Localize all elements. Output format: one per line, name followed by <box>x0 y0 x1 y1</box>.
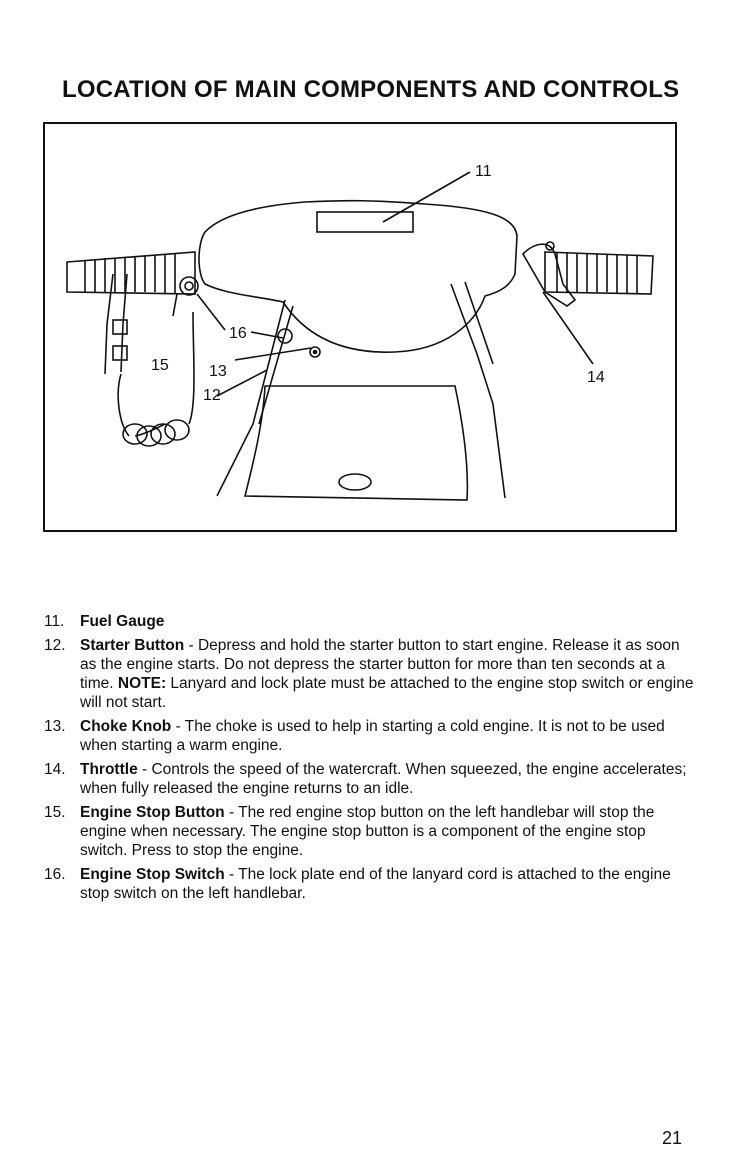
item-description: - Depress and hold the starter button to start engine. Release it as soon as the engine starts. Do not depress the starter button for more than ten seconds at a time. <box>80 637 680 692</box>
item-description: - The lock plate end of the lanyard cord is attached to the engine stop switch on the left handlebar. <box>80 866 671 902</box>
item-number: 13. <box>44 718 66 735</box>
fuel-gauge-window <box>317 212 413 232</box>
list-item <box>44 717 694 755</box>
callout-12: 12 <box>203 387 221 404</box>
callout-16: 16 <box>229 325 247 342</box>
note-text: Lanyard and lock plate must be attached to the engine stop switch or engine will not start. <box>80 675 694 711</box>
list-item <box>44 636 694 712</box>
item-term: Engine Stop Button <box>80 804 225 821</box>
item-number: 11. <box>44 613 65 630</box>
compartment-latch <box>339 474 371 490</box>
item-number: 15. <box>44 804 66 821</box>
page-title: LOCATION OF MAIN COMPONENTS AND CONTROLS <box>62 76 680 103</box>
right-grip <box>545 252 653 294</box>
callout-14: 14 <box>587 369 605 386</box>
list-item <box>44 803 694 860</box>
storage-compartment <box>245 386 467 500</box>
lanyard-coil <box>118 374 165 436</box>
left-grip <box>67 252 195 294</box>
note-label: NOTE: <box>117 675 167 692</box>
leader-lines <box>173 172 593 396</box>
item-term: Starter Button <box>80 637 185 654</box>
item-description: - The red engine stop button on the left handlebar will stop the engine when necessary. The engine stop button is a component of the engine stop switch. Press to stop the engine. <box>80 804 655 859</box>
item-term: Fuel Gauge <box>80 613 165 630</box>
item-number: 14. <box>44 761 66 778</box>
callout-11: 11 <box>475 163 492 180</box>
item-term: Choke Knob <box>80 718 172 735</box>
component-list <box>44 612 694 908</box>
lanyard-strap <box>105 274 127 374</box>
handlebar-illustration <box>45 124 675 530</box>
item-term: Engine Stop Switch <box>80 866 225 883</box>
list-item <box>44 760 694 798</box>
list-item <box>44 865 694 903</box>
callout-13: 13 <box>209 363 227 380</box>
handlebar-diagram <box>43 122 677 532</box>
hull-lines <box>217 282 505 498</box>
list-item <box>44 612 694 631</box>
item-description: - Controls the speed of the watercraft. When squeezed, the engine accelerates; when fully released the engine returns to an idle. <box>80 761 687 797</box>
page-number: 21 <box>662 1128 683 1148</box>
item-description: - The choke is used to help in starting a cold engine. It is not to be used when starting a warm engine. <box>80 718 665 754</box>
item-term: Throttle <box>80 761 138 778</box>
item-number: 12. <box>44 637 66 654</box>
callout-15: 15 <box>151 357 169 374</box>
item-number: 16. <box>44 866 66 883</box>
